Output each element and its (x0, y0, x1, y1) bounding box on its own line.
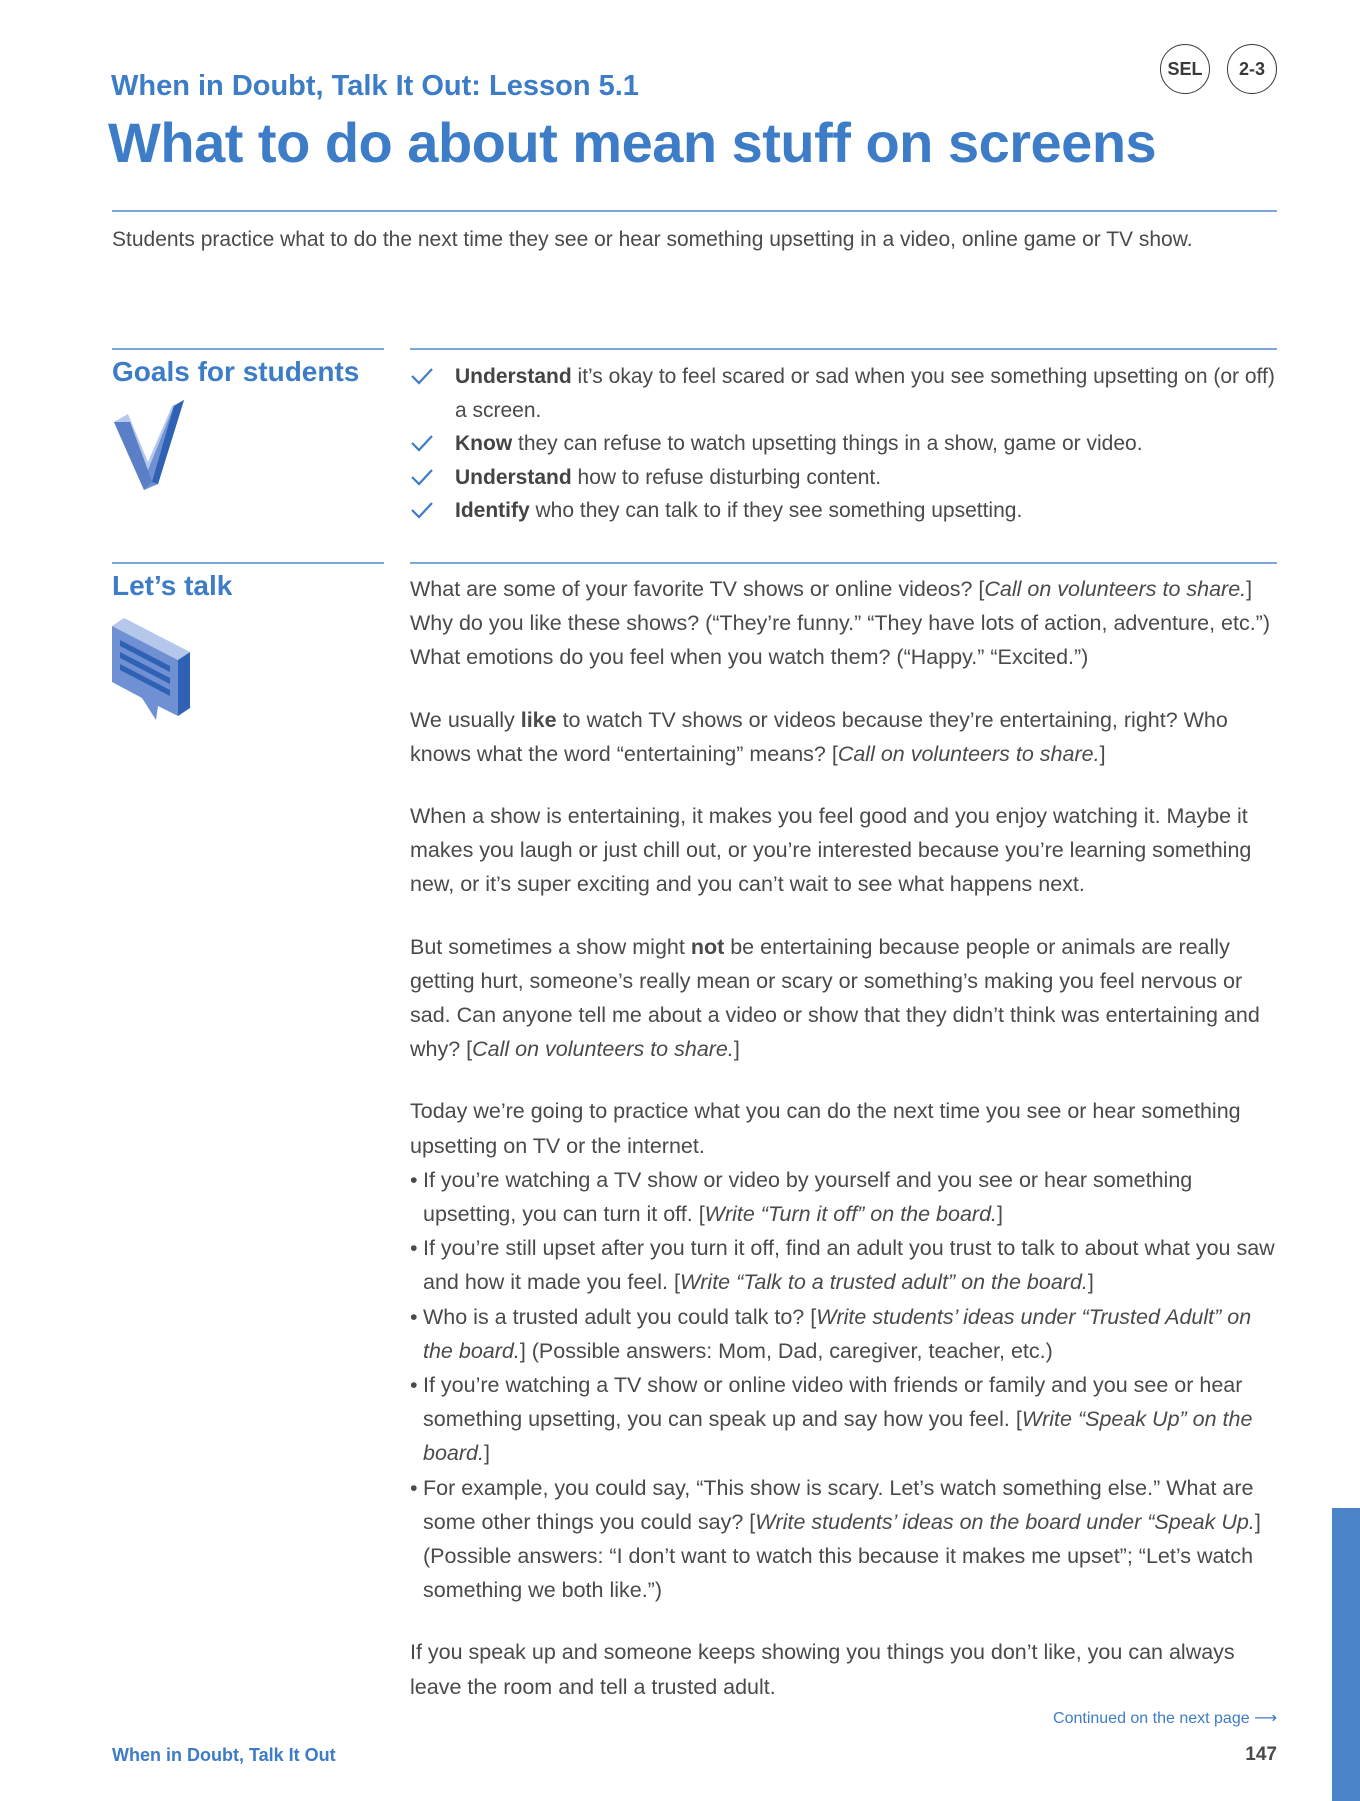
badge-group (1160, 44, 1277, 94)
sel-badge: SEL (1160, 44, 1210, 94)
goal-item (410, 494, 1290, 528)
bullet-item: • For example, you could say, “This show is scary. Let’s watch something else.” What are some other things you could say? [Write students’ ideas on the board under “Speak Up.] (Possible answers: “I don’t want to watch this because it makes me upset”; “Let’s watch something we both like.”) (410, 1471, 1285, 1608)
speech-bubble-3d-icon (112, 616, 192, 722)
footer-unit-title: When in Doubt, Talk It Out (112, 1745, 336, 1765)
goals-heading: Goals for students (112, 356, 360, 387)
goal-text: they can refuse to watch upsetting things in a show, game or video. (512, 432, 1143, 455)
lesson-summary: Students practice what to do the next time they see or hear something upsetting in a video, online game or TV show. (112, 228, 1193, 251)
goal-text: it’s okay to feel scared or sad when you see something upsetting on (or off) a screen. (455, 365, 1275, 422)
goals-divider-left (112, 348, 384, 350)
goal-text: how to refuse disturbing content. (571, 465, 882, 489)
page-title: What to do about mean stuff on screens (108, 111, 1157, 174)
bullet-item: • If you’re watching a TV show or video by yourself and you see or hear something upsetting, you can turn it off. [Write “Turn it off” on the board.] (410, 1163, 1285, 1231)
talk-bullets (410, 1163, 1285, 1608)
goal-keyword: Know (455, 432, 513, 455)
goal-item (410, 461, 1290, 495)
talk-heading: Let’s talk (112, 570, 233, 601)
title-divider (112, 210, 1277, 212)
continued-next-page-link[interactable]: Continued on the next page ⟶ (1053, 1710, 1277, 1727)
talk-paragraph-6: If you speak up and someone keeps showing you things you don’t like, you can always leave the room and tell a trusted adult. (410, 1640, 1235, 1699)
goal-keyword: Understand (455, 465, 572, 489)
lesson-label: When in Doubt, Talk It Out: Lesson 5.1 (111, 70, 639, 102)
grade-badge: 2-3 (1227, 44, 1277, 94)
check-icon (410, 366, 434, 386)
bullet-item: • If you’re watching a TV show or online video with friends or family and you see or hear something upsetting, you can speak up and say how you feel. [Write “Speak Up” on the board.] (410, 1368, 1285, 1471)
bullet-item: • Who is a trusted adult you could talk to? [Write students’ ideas under “Trusted Adult” on the board.] (Possible answers: Mom, Dad, caregiver, teacher, etc.) (410, 1300, 1285, 1368)
goal-item (410, 427, 1290, 461)
talk-paragraph-3: When a show is entertaining, it makes you feel good and you enjoy watching it. Maybe it makes you laugh or just chill out, or you’re interested because you’re learning something new, or it’s super exciting and you can’t wait to see what happens next. (410, 804, 1252, 897)
goals-divider-right (410, 348, 1277, 350)
check-icon (410, 467, 434, 487)
goal-item (410, 360, 1290, 427)
goal-text: who they can talk to if they see something upsetting. (529, 499, 1023, 522)
talk-paragraph-1: What are some of your favorite TV shows or online videos? [Call on volunteers to share.] Why do you like these shows? (“They’re funny.” “They have lots of action, adventure, etc.”) What emotions do you feel when you watch them? (“Happy.” “Excited.”) (410, 577, 1270, 670)
talk-divider-right (410, 562, 1277, 564)
page-number: 147 (1245, 1744, 1277, 1765)
talk-paragraph-5: Today we’re going to practice what you can do the next time you see or hear something upsetting on TV or the internet. (410, 1099, 1241, 1158)
talk-paragraph-2: We usually like to watch TV shows or videos because they’re entertaining, right? Who knows what the word “entertaining” means? [Call on volunteers to share.] (410, 707, 1228, 766)
check-icon (410, 500, 434, 520)
side-tab (1332, 1508, 1360, 1801)
talk-body (410, 572, 1285, 1704)
check-left-face (114, 422, 152, 490)
talk-divider-left (112, 562, 384, 564)
talk-paragraph-4: But sometimes a show might not be entertaining because people or animals are really getting hurt, someone’s really mean or scary or something’s making you feel nervous or sad. Can anyone tell me about a video or show that they didn’t think was entertaining and why? [Call on volunteers to share.] (410, 934, 1260, 1062)
checkmark-3d-icon (112, 400, 188, 494)
bullet-item: • If you’re still upset after you turn it off, find an adult you trust to talk to about what you saw and how it made you feel. [Write “Talk to a trusted adult” on the board.] (410, 1231, 1285, 1299)
goal-keyword: Identify (455, 499, 530, 522)
check-icon (410, 433, 434, 453)
bubble-side-face (178, 652, 190, 716)
goals-list (410, 360, 1290, 528)
goal-keyword: Understand (455, 365, 572, 388)
